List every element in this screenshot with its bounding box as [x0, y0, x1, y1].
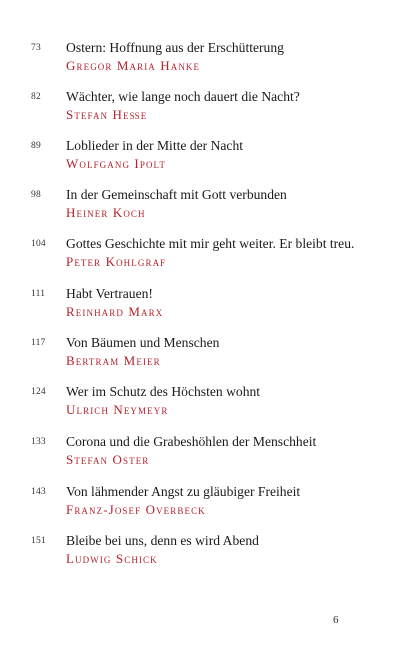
toc-page-number: 98 [31, 190, 41, 200]
toc-title: Loblieder in der Mitte der Nacht [66, 138, 244, 153]
toc-page-number: 151 [31, 536, 46, 546]
toc-page-number: 82 [31, 92, 41, 102]
toc-title: Habt Vertrauen! [66, 286, 153, 301]
toc-title: Wächter, wie lange noch dauert die Nacht? [66, 89, 300, 104]
toc-entry [0, 236, 418, 276]
toc-title: Von lähmender Angst zu gläubiger Freiheit [66, 484, 301, 499]
toc-page-number: 73 [31, 43, 41, 53]
toc-entry [0, 484, 418, 524]
toc-entry [0, 434, 418, 474]
toc-title: Bleibe bei uns, denn es wird Abend [66, 533, 259, 548]
toc-title: Wer im Schutz des Höchsten wohnt [66, 384, 261, 399]
toc-author: Peter Kohlgraf [66, 254, 167, 269]
toc-author: Stefan Oster [66, 452, 150, 467]
toc-author: Ulrich Neymeyr [66, 402, 169, 417]
folio-page-number: 6 [333, 614, 339, 626]
toc-author: Stefan Heße [66, 107, 148, 122]
toc-author: Gregor Maria Hanke [66, 58, 201, 73]
toc-page-number: 117 [31, 338, 46, 348]
toc-page-number: 89 [31, 141, 41, 151]
toc-page-number: 124 [31, 387, 46, 397]
toc-page-number: 143 [31, 487, 46, 497]
toc-entry [0, 187, 418, 227]
toc-page-number: 133 [31, 437, 46, 447]
toc-author: Heiner Koch [66, 205, 146, 220]
toc-entry [0, 384, 418, 424]
toc-title: Von Bäumen und Menschen [66, 335, 220, 350]
toc-entry [0, 89, 418, 129]
toc-entry [0, 40, 418, 80]
toc-entry [0, 533, 418, 573]
toc-title: Corona und die Grabeshöhlen der Menschheit [66, 434, 317, 449]
toc-entry [0, 335, 418, 375]
toc-entry [0, 138, 418, 178]
toc-author: Wolfgang Ipolt [66, 156, 166, 171]
toc-entry [0, 286, 418, 326]
toc-title: Ostern: Hoffnung aus der Erschütterung [66, 40, 284, 55]
toc-page-number: 104 [31, 239, 46, 249]
toc-author: Ludwig Schick [66, 551, 158, 566]
toc-title: Gottes Geschichte mit mir geht weiter. Er bleibt treu. [66, 236, 355, 251]
toc-author: Reinhard Marx [66, 304, 164, 319]
toc-page-number: 111 [31, 289, 46, 299]
toc-author: Bertram Meier [66, 353, 161, 368]
toc-author: Franz-Josef Overbeck [66, 502, 206, 517]
toc-title: In der Gemeinschaft mit Gott verbunden [66, 187, 287, 202]
